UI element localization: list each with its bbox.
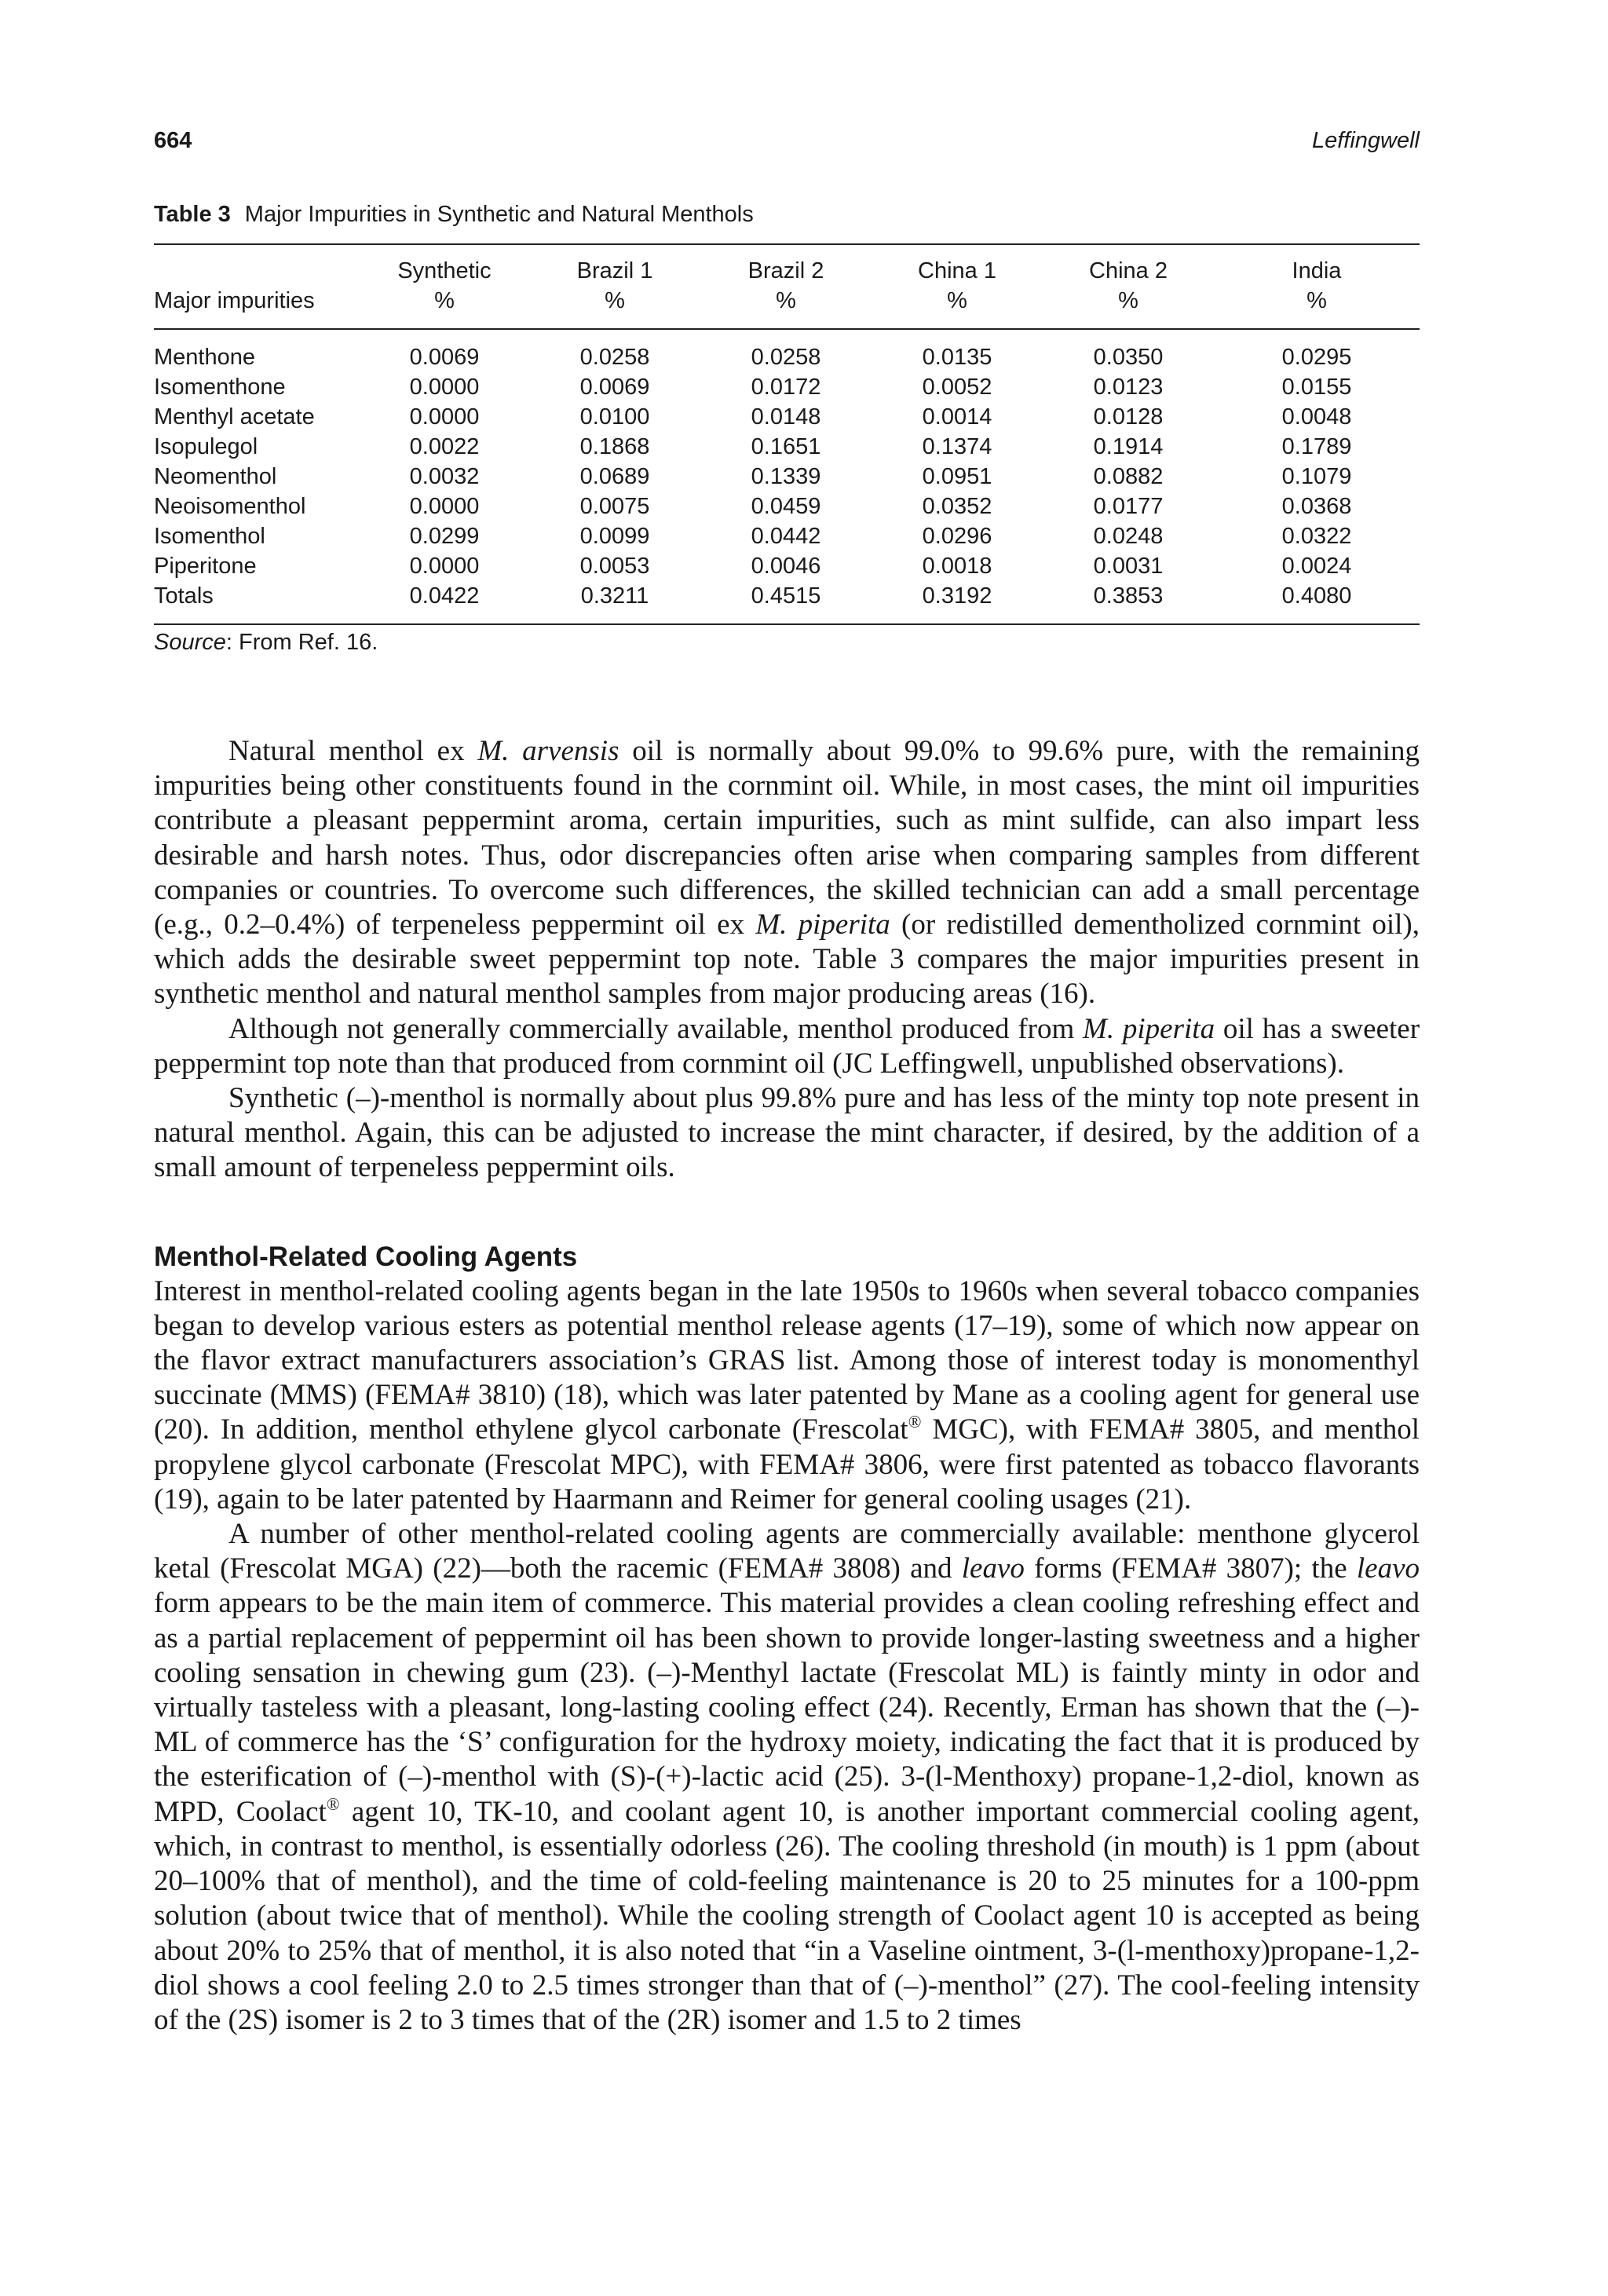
table-cell: 0.0069	[409, 345, 480, 370]
table-cell: 0.0442	[751, 524, 821, 549]
italic-term: leavo	[1356, 1552, 1420, 1585]
table-cell: 0.0422	[409, 583, 480, 609]
running-head	[154, 128, 1420, 159]
table-cell: 0.1651	[751, 434, 821, 459]
table-cell: 0.0046	[751, 554, 821, 579]
table-cell: 0.0350	[1093, 345, 1164, 370]
text-run: form appears to be the main item of commerce. This material provides a clean cooling refreshing effect and as a partial replacement of peppermint oil has been shown to provide longer-lasting sweetness and a higher cooling sensation in chewing gum (23). (–)-Menthyl lactate (Frescolat ML) is faintly minty in odor and virtually tasteless with a pleasant, long-lasting cooling effect (24). Recently, Erman has shown that the (–)-ML of commerce has the ‘S’ configuration for the hydroxy moiety, indicating the fact that it is produced by the esterification of (–)-menthol with (S)-(+)-lactic acid (25). 3-(l-Menthoxy) propane-1,2-diol, known as MPD, Coolact	[154, 1587, 1420, 1828]
table-cell: 0.0368	[1281, 494, 1352, 519]
column-unit: %	[872, 286, 1043, 329]
table-cell: 0.0248	[1093, 524, 1164, 549]
table-cell: 0.0296	[922, 524, 992, 549]
table-cell: 0.1339	[751, 464, 821, 489]
species-name: M. piperita	[755, 909, 890, 941]
paragraph	[154, 1012, 1420, 1081]
table-cell: 0.0689	[579, 464, 650, 489]
table-cell: 0.0459	[751, 494, 821, 519]
impurities-table-container	[154, 243, 1420, 625]
table-cell: 0.0128	[1093, 404, 1164, 430]
table-cell: 0.1374	[922, 434, 992, 459]
row-label: Isopulegol	[154, 434, 258, 459]
table-row	[154, 551, 1420, 581]
text-run: oil has a sweeter peppermint top note than that produced from cornmint oil (JC Leffingwell, unpublished observations).	[154, 1012, 1420, 1080]
row-label: Neomenthol	[154, 464, 277, 489]
table-cell: 0.0000	[409, 494, 480, 519]
table-cell: 0.1789	[1281, 434, 1352, 459]
header-row-units	[154, 286, 1420, 329]
table-cell: 0.0000	[409, 554, 480, 579]
table-row	[154, 372, 1420, 402]
table-cell: 0.0172	[751, 375, 821, 400]
column-header: India	[1292, 258, 1342, 283]
table-label: Table 3	[154, 202, 231, 227]
table-cell: 0.3853	[1093, 583, 1164, 609]
table-cell: 0.0155	[1281, 375, 1352, 400]
body-text	[154, 734, 1420, 2038]
table-cell: 0.0022	[409, 434, 480, 459]
table-cell: 0.0258	[579, 345, 650, 370]
column-unit: %	[529, 286, 700, 329]
table-cell: 0.0099	[579, 524, 650, 549]
registered-mark: ®	[326, 1793, 340, 1814]
column-unit: %	[1043, 286, 1214, 329]
text-run: forms (FEMA# 3807); the	[1024, 1552, 1357, 1585]
row-label: Piperitone	[154, 554, 257, 579]
species-name: M. arvensis	[477, 735, 619, 767]
table-cell: 0.0951	[922, 464, 992, 489]
header-blank	[154, 244, 360, 286]
paragraph	[154, 1517, 1420, 2038]
registered-mark: ®	[908, 1412, 922, 1432]
table-cell: 0.0075	[579, 494, 650, 519]
source-text: : From Ref. 16.	[225, 630, 378, 655]
table-cell: 0.0123	[1093, 375, 1164, 400]
table-cell: 0.0177	[1093, 494, 1164, 519]
column-header: Brazil 2	[747, 258, 824, 283]
paragraph	[154, 1274, 1420, 1517]
table-cell: 0.0014	[922, 404, 992, 430]
source-label: Source	[154, 630, 226, 655]
table-header	[154, 244, 1420, 329]
table-cell: 0.1914	[1093, 434, 1164, 459]
paragraph	[154, 734, 1420, 1012]
table-source-note	[154, 630, 378, 656]
row-label: Neoisomenthol	[154, 494, 306, 519]
table-body	[154, 329, 1420, 624]
table-cell: 0.0100	[579, 404, 650, 430]
section-heading: Menthol-Related Cooling Agents	[154, 1241, 578, 1272]
table-cell: 0.0052	[922, 375, 992, 400]
row-label: Isomenthone	[154, 375, 286, 400]
column-header: Brazil 1	[576, 258, 653, 283]
italic-term: leavo	[961, 1552, 1025, 1585]
row-label: Menthone	[154, 345, 255, 370]
table-cell: 0.4080	[1281, 583, 1352, 609]
column-unit: %	[360, 286, 529, 329]
text-run: Natural menthol ex	[228, 735, 478, 767]
row-label: Menthyl acetate	[154, 404, 315, 430]
running-head-author: Leffingwell	[1311, 128, 1420, 153]
species-name: M. piperita	[1083, 1012, 1215, 1045]
table-cell: 0.0299	[409, 524, 480, 549]
table-cell: 0.3211	[580, 583, 649, 609]
table-cell: 0.0295	[1281, 345, 1352, 370]
table-caption	[154, 202, 1420, 228]
table-cell: 0.1079	[1281, 464, 1352, 489]
text-run: Although not generally commercially available, menthol produced from	[228, 1012, 1084, 1045]
column-unit: %	[1214, 286, 1420, 329]
page	[154, 0, 1420, 2296]
table-cell: 0.0148	[751, 404, 821, 430]
table-row	[154, 462, 1420, 492]
table-cell: 0.0032	[409, 464, 480, 489]
table-cell: 0.0322	[1281, 524, 1352, 549]
totals-row	[154, 581, 1420, 624]
table-row	[154, 432, 1420, 462]
table-cell: 0.0018	[922, 554, 992, 579]
row-label: Totals	[154, 583, 214, 609]
table-cell: 0.0024	[1281, 554, 1352, 579]
column-header: China 2	[1089, 258, 1168, 283]
impurities-table	[154, 243, 1420, 625]
page-number: 664	[154, 128, 192, 153]
table-row	[154, 329, 1420, 372]
table-cell: 0.0000	[409, 375, 480, 400]
table-cell: 0.0053	[579, 554, 650, 579]
table-cell: 0.0031	[1093, 554, 1164, 579]
table-cell: 0.0135	[922, 345, 992, 370]
table-title: Major Impurities in Synthetic and Natural Menthols	[244, 202, 754, 227]
table-cell: 0.1868	[579, 434, 650, 459]
row-header-label: Major impurities	[154, 286, 360, 329]
table-cell: 0.3192	[922, 583, 992, 609]
table-cell: 0.4515	[751, 583, 821, 609]
table-cell: 0.0882	[1093, 464, 1164, 489]
table-cell: 0.0352	[922, 494, 992, 519]
table-cell: 0.0048	[1281, 404, 1352, 430]
text-run: oil is normally about 99.0% to 99.6% pure, with the remaining impurities being other constituents found in the cornmint oil. While, in most cases, the mint oil impurities contribute a pleasant peppermint aroma, certain impurities, such as mint sulfide, can also impart less desirable and harsh notes. Thus, odor discrepancies often arise when comparing samples from different companies or countries. To overcome such differences, the skilled technician can add a small percentage (e.g., 0.2–0.4%) of terpeneless peppermint oil ex	[154, 735, 1420, 941]
row-label: Isomenthol	[154, 524, 265, 549]
text-run: agent 10, TK-10, and coolant agent 10, is another important commercial cooling agent, which, in contrast to menthol, is essentially odorless (26). The cooling threshold (in mouth) is 1 ppm (about 20–100% that of menthol), and the time of cold-feeling maintenance is 20 to 25 minutes for a 100-ppm solution (about twice that of menthol). While the cooling strength of Coolact agent 10 is accepted as being about 20% to 25% that of menthol, it is also noted that “in a Vaseline ointment, 3-(l-menthoxy)propane-1,2-diol shows a cool feeling 2.0 to 2.5 times stronger than that of (–)-menthol” (27). The cool-feeling intensity of the (2S) isomer is 2 to 3 times that of the (2R) isomer and 1.5 to 2 times	[154, 1795, 1420, 2036]
text-run: (or redistilled dementholized cornmint oil), which adds the desirable sweet peppermint top note. Table 3 compares the major impurities present in synthetic menthol and natural menthol samples from major producing areas (16).	[154, 909, 1420, 1011]
text-run: Interest in menthol-related cooling agents began in the late 1950s to 1960s when several tobacco companies began to develop various esters as potential menthol release agents (17–19), some of which now appear on the flavor extract manufacturers association’s GRAS list. Among those of interest today is monomenthyl succinate (MMS) (FEMA# 3810) (18), which was later patented by Mane as a cooling agent for general use (20). In addition, menthol ethylene glycol carbonate (Frescolat	[154, 1274, 1420, 1446]
table-cell: 0.0069	[579, 375, 650, 400]
table-row	[154, 402, 1420, 432]
table-cell: 0.0000	[409, 404, 480, 430]
table-row	[154, 521, 1420, 551]
column-header: Synthetic	[397, 258, 492, 283]
text-run: A number of other menthol-related cooling agents are commercially available: menthone glycerol ketal (Frescolat MGA) (22)—both the racemic (FEMA# 3808) and	[154, 1518, 1420, 1585]
column-header: China 1	[918, 258, 996, 283]
column-unit: %	[700, 286, 872, 329]
header-row-names	[154, 244, 1420, 286]
text-run: MGC), with FEMA# 3805, and menthol propylene glycol carbonate (Frescolat MPC), with FEMA# 3806, were first patented as tobacco flavorants (19), again to be later patented by Haarmann and Reimer for general cooling usages (21).	[154, 1413, 1420, 1515]
paragraph: Synthetic (–)-menthol is normally about plus 99.8% pure and has less of the minty top note present in natural menthol. Again, this can be adjusted to increase the mint character, if desired, by the addition of a small amount of terpeneless peppermint oils.	[154, 1082, 1420, 1184]
table-row	[154, 492, 1420, 521]
table-cell: 0.0258	[751, 345, 821, 370]
